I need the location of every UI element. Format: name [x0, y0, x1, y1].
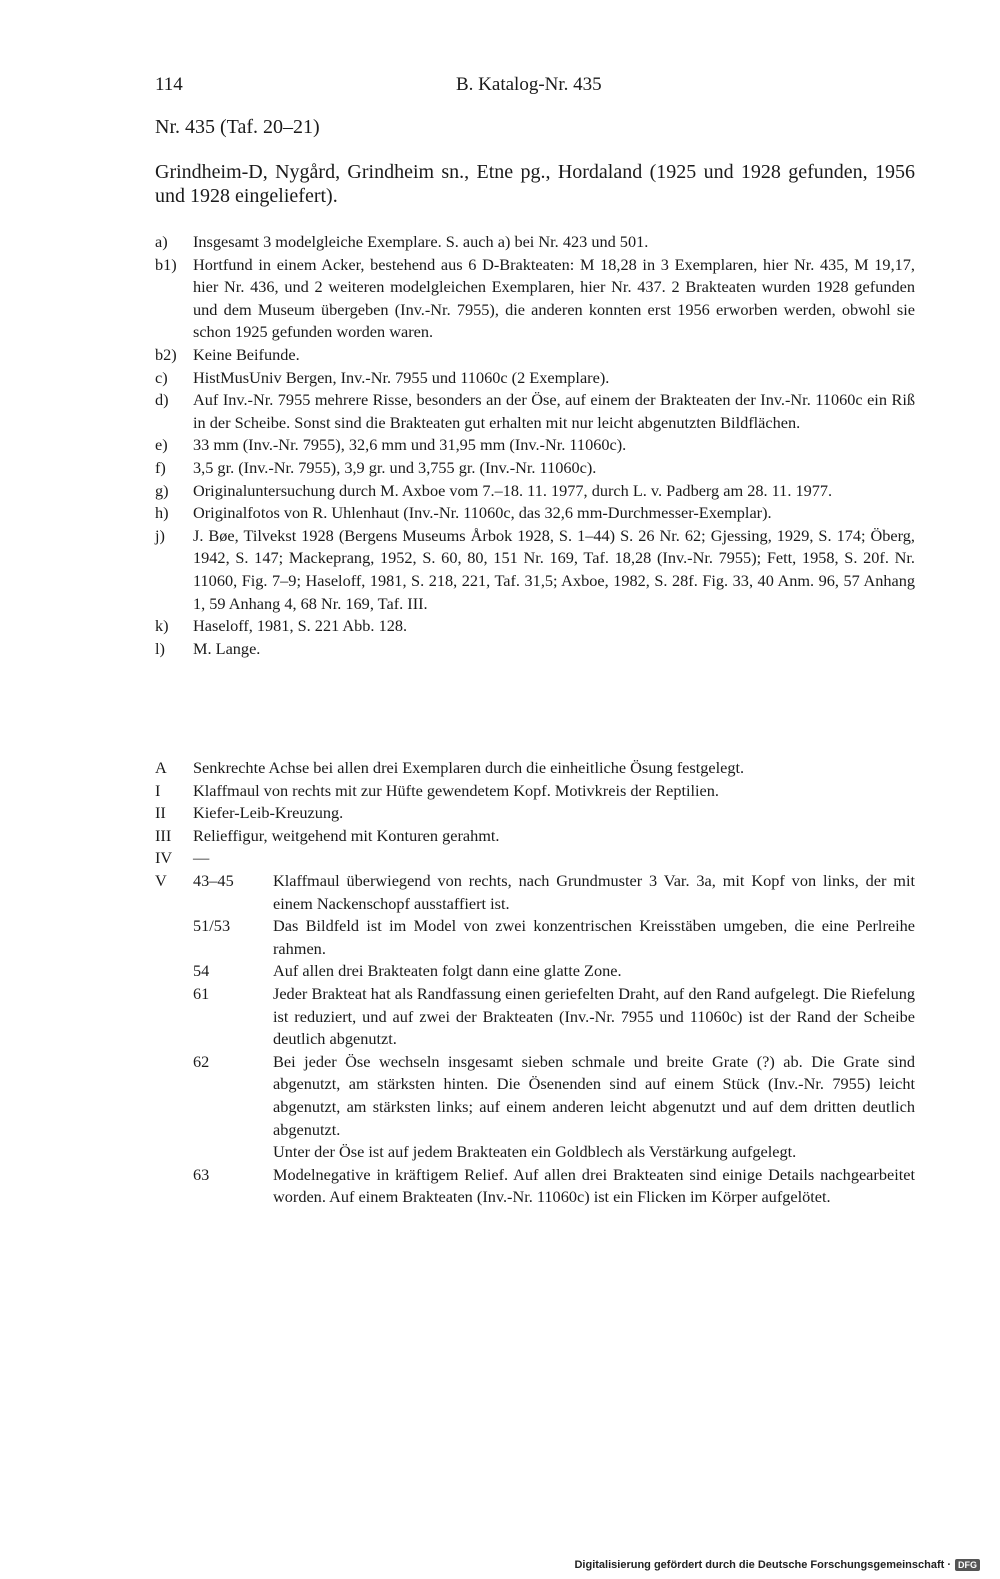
section-a-item	[155, 615, 915, 638]
section-a-item	[155, 344, 915, 367]
section-b-text: —	[193, 848, 210, 868]
section-a-item	[155, 389, 915, 434]
section-v-number: 54	[193, 961, 210, 981]
section-a-label: b1)	[155, 254, 177, 274]
section-a-label: c)	[155, 367, 168, 387]
section-v-number: 51/53	[193, 916, 231, 936]
section-b-text: Kiefer-Leib-Kreuzung.	[193, 803, 344, 823]
section-a-text: Hortfund in einem Acker, bestehend aus 6 D-Brakteaten: M 18,28 in 3 Exemplaren, hier Nr. 435, M 19,17, hier Nr. 436, und 2 weiteren modelgleichen Exemplaren, hier Nr. 437. 2 Brakteaten wurden 1928 gefunden und dem Museum übergeben (Inv.-Nr. 7955), die anderen konnten erst 1956 erworben werden, obwohl sie schon 1925 gefunden worden waren.	[193, 254, 915, 342]
section-b-item	[155, 847, 915, 870]
section-v-text: Modelnegative in kräftigem Relief. Auf allen drei Brakteaten sind einige Details nachgearbeitet worden. Auf einem Brakteaten (Inv.-Nr. 11060c) ist ein Flicken im Körper aufgelötet.	[273, 1164, 915, 1207]
section-a-item	[155, 638, 915, 661]
section-v-number: 43–45	[193, 870, 234, 890]
section-a-text: Originalfotos von R. Uhlenhaut (Inv.-Nr. 11060c, das 32,6 mm-Durchmesser-Exemplar).	[193, 503, 772, 523]
section-a-text: 33 mm (Inv.-Nr. 7955), 32,6 mm und 31,95 mm (Inv.-Nr. 11060c).	[193, 435, 627, 455]
section-v-text: Unter der Öse ist auf jedem Brakteaten ein Goldblech als Verstärkung aufgelegt.	[273, 1142, 797, 1162]
section-a-text: M. Lange.	[193, 638, 261, 658]
section-a-label: k)	[155, 616, 169, 636]
section-v-item	[193, 870, 915, 915]
section-b-item	[155, 870, 915, 1209]
section-v	[193, 870, 915, 1209]
section-b-label: II	[155, 803, 166, 823]
section-v-item	[193, 1141, 915, 1164]
section-a-text: Haseloff, 1981, S. 221 Abb. 128.	[193, 616, 408, 636]
section-b-text: Relieffigur, weitgehend mit Konturen gerahmt.	[193, 825, 500, 845]
section-a-item	[155, 254, 915, 344]
section-v-text: Bei jeder Öse wechseln insgesamt sieben schmale und breite Grate (?) ab. Die Grate sind abgenutzt, am stärksten hinten. Die Ösenenden sind auf einem Stück (Inv.-Nr. 7955) leicht abgenutzt, am stärksten links; auf einem anderen leicht abgenutzt und auf dem dritten deutlich abgenutzt.	[273, 1051, 915, 1139]
section-v-text: Klaffmaul überwiegend von rechts, nach Grundmuster 3 Var. 3a, mit Kopf von links, der mit einem Nackenschopf ausstaffiert ist.	[273, 870, 915, 913]
section-v-item	[193, 983, 915, 1051]
section-v-item	[193, 960, 915, 983]
running-head: B. Katalog-Nr. 435	[456, 74, 602, 95]
section-a-text: Keine Beifunde.	[193, 344, 300, 364]
page-number: 114	[155, 74, 183, 95]
section-a-item	[155, 480, 915, 503]
section-a-label: l)	[155, 638, 165, 658]
section-a-item	[155, 434, 915, 457]
section-v-item	[193, 915, 915, 960]
section-a-text: HistMusUniv Bergen, Inv.-Nr. 7955 und 11060c (2 Exemplare).	[193, 367, 610, 387]
section-v-number: 62	[193, 1051, 210, 1071]
section-a-text: Originaluntersuchung durch M. Axboe vom 7.–18. 11. 1977, durch L. v. Padberg am 28. 11. 1977.	[193, 480, 833, 500]
section-b-text: Senkrechte Achse bei allen drei Exemplaren durch die einheitliche Ösung festgelegt.	[193, 758, 745, 777]
section-a	[155, 231, 915, 660]
section-a-item	[155, 231, 915, 254]
section-v-text: Das Bildfeld ist im Model von zwei konzentrischen Kreisstäben umgeben, die eine Perlreihe rahmen.	[273, 916, 915, 958]
section-a-label: f)	[155, 457, 166, 477]
section-b-label: I	[155, 780, 161, 800]
section-v-number: 63	[193, 1164, 210, 1184]
section-b	[155, 757, 915, 1209]
section-b-label: V	[155, 870, 167, 890]
section-a-label: h)	[155, 503, 169, 523]
section-v-item	[193, 1164, 915, 1209]
section-a-text: Insgesamt 3 modelgleiche Exemplare. S. auch a) bei Nr. 423 und 501.	[193, 232, 649, 251]
section-v-text: Jeder Brakteat hat als Randfassung einen geriefelten Draht, auf den Rand aufgelegt. Die Riefelung ist reduziert, und auf zwei der Brakteaten (Inv.-Nr. 7955 und 11060c) ist der Rand der Scheibe deutlich abgenutzt.	[273, 983, 915, 1049]
section-b-label: IV	[155, 848, 173, 868]
section-a-label: j)	[155, 525, 165, 545]
section-a-item	[155, 525, 915, 615]
find-place: Grindheim-D, Nygård, Grindheim sn., Etne pg., Hordaland (1925 und 1928 gefunden, 1956 und 1928 eingeliefert).	[155, 161, 915, 207]
section-a-label: g)	[155, 480, 169, 500]
section-v-text: Auf allen drei Brakteaten folgt dann eine glatte Zone.	[273, 961, 622, 981]
section-a-label: d)	[155, 390, 169, 410]
section-b-item	[155, 757, 915, 780]
section-b-text: Klaffmaul von rechts mit zur Hüfte gewendetem Kopf. Motivkreis der Reptilien.	[193, 780, 719, 800]
section-b-label: III	[155, 825, 172, 845]
footer	[574, 1559, 980, 1571]
entry-title: Nr. 435 (Taf. 20–21)	[155, 116, 320, 138]
section-a-label: e)	[155, 435, 168, 455]
section-b-item	[155, 780, 915, 803]
dfg-logo: DFG	[955, 1559, 980, 1571]
section-v-item	[193, 1051, 915, 1141]
section-a-text: J. Bøe, Tilvekst 1928 (Bergens Museums Årbok 1928, S. 1–44) S. 26 Nr. 62; Gjessing, 1929, S. 174; Öberg, 1942, S. 147; Mackeprang, 1952, S. 60, 80, 151 Nr. 169, Taf. 18,28 (Inv.-Nr. 7955); Fett, 1958, S. 20f. Nr. 11060, Fig. 7–9; Haseloff, 1981, S. 218, 221, Taf. 31,5; Axboe, 1982, S. 28f. Fig. 33, 40 Anm. 96, 57 Anhang 1, 59 Anhang 4, 68 Nr. 169, Taf. III.	[193, 525, 915, 613]
section-v-number	[193, 1141, 273, 1164]
section-b-item	[155, 802, 915, 825]
section-a-label: b2)	[155, 344, 177, 364]
section-b-label: A	[155, 758, 167, 777]
section-a-item	[155, 367, 915, 390]
section-v-number: 61	[193, 983, 210, 1003]
section-b-item	[155, 825, 915, 848]
footer-text: Digitalisierung gefördert durch die Deutsche Forschungsgemeinschaft ·	[574, 1559, 951, 1571]
section-a-text: 3,5 gr. (Inv.-Nr. 7955), 3,9 gr. und 3,755 gr. (Inv.-Nr. 11060c).	[193, 457, 597, 477]
section-a-item	[155, 457, 915, 480]
section-a-text: Auf Inv.-Nr. 7955 mehrere Risse, besonders an der Öse, auf einem der Brakteaten der Inv.-Nr. 11060c ein Riß in der Scheibe. Sonst sind die Brakteaten gut erhalten mit nur leicht abgenutzten Bildflächen.	[193, 390, 915, 432]
section-a-label: a)	[155, 232, 168, 251]
section-a-item	[155, 502, 915, 525]
